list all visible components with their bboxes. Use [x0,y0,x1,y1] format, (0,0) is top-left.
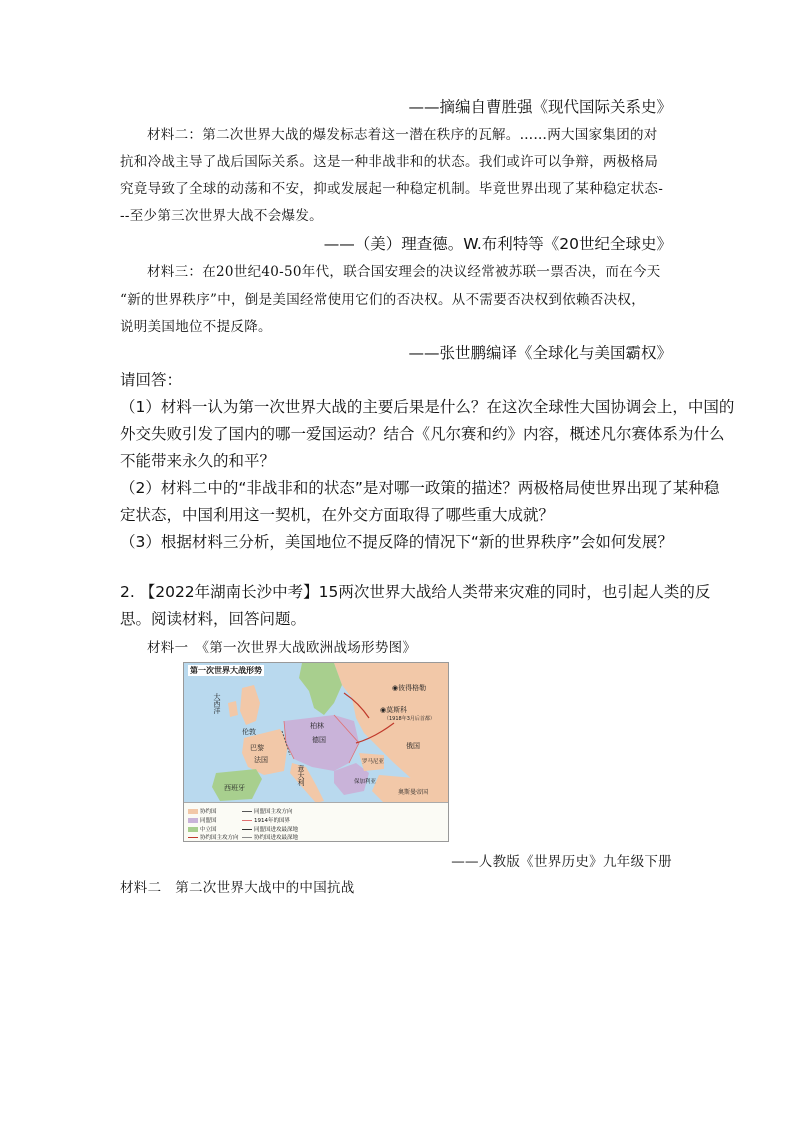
q2-line-1: 2. 【2022年湖南长沙中考】15两次世界大战给人类带来灾难的同时，也引起人类的反 [120,583,711,601]
wwi-europe-map [183,662,449,842]
map-label-london: 伦敦 [242,728,256,736]
question-line-5: 定状态，中国利用这一契机，在外交方面取得了哪些重大成就？ [120,506,555,524]
legend-entente-attack: 协约国主攻方向 [188,833,239,841]
q2-line-2: 思。阅读材料，回答问题。 [120,610,307,628]
legend-neutral: 中立国 [188,825,217,833]
question-line-3: 不能带来永久的和平？ [120,452,276,470]
material3-line-1: 材料三：在20世纪40-50年代，联合国安理会的决议经常被苏联一票否决，而在今天 [147,264,661,280]
map-label-spain: 西班牙 [224,784,245,792]
legend-central: 同盟国 [188,816,217,824]
material3-line-3: 说明美国地位不提反降。 [120,319,272,335]
answer-prompt: 请回答： [120,371,183,389]
legend-central-attack: 同盟国主攻方向 [242,807,293,815]
question-line-4: （2）材料二中的“非战非和的状态”是对哪一政策的描述？两极格局使世界出现了某种稳 [120,479,720,497]
map-label-germany: 德国 [312,736,326,744]
map-title: 第一次世界大战形势 [190,666,262,675]
legend-entente: 协约国 [188,807,217,815]
map-label-moscow-note: （1918年3月后首都） [384,716,435,722]
question-line-2: 外交失败引发了国内的哪一爱国运动？结合《凡尔赛和约》内容，概述凡尔赛体系为什么 [120,425,725,443]
material2-line-1: 材料二：第二次世界大战的爆发标志着这一潜在秩序的瓦解。……两大国家集团的对 [147,127,658,143]
map-label-moscow: ◉莫斯科 [380,706,408,714]
legend-1914-border: 1914年的国界 [242,816,290,824]
material2-line-2: 抗和冷战主导了战后国际关系。这是一种非战非和的状态。我们或许可以争辩，两极格局 [120,154,659,170]
map-label-romania: 罗马尼亚 [362,759,385,765]
map-label-france: 法国 [254,756,268,764]
map-label-italy: 意大利 [297,765,305,786]
question-line-6: （3）根据材料三分析，美国地位不提反降的情况下“新的世界秩序”会如何发展？ [120,533,673,551]
material2-line-4: --至少第三次世界大战不会爆发。 [120,208,323,224]
material3-line-2: “新的世界秩序”中，倒是美国经常使用它们的否决权。从不需要否决权到依赖否决权， [120,292,646,308]
material2-line-3: 究竟导致了全球的动荡和不安，抑或发展起一种稳定机制。毕竟世界出现了某种稳定状态- [120,181,664,197]
q2-material2-caption: 材料二 第二次世界大战中的中国抗战 [120,880,355,896]
map-legend [184,802,448,841]
map-label-ottoman: 奥斯曼帝国 [398,789,429,796]
map-label-bulgaria: 保加利亚 [354,779,377,785]
q2-material1-caption: 材料一 《第一次世界大战欧洲战场形势图》 [147,640,417,656]
map-label-berlin: 柏林 [310,722,324,730]
legend-entente-deepest: 协约国进攻最深地 [242,833,298,841]
map-source-citation: ——人教版《世界历史》九年级下册 [451,854,672,870]
question-line-1: （1）材料一认为第一次世界大战的主要后果是什么？在这次全球性大国协调会上，中国的 [120,398,735,416]
map-label-atlantic: 大西洋 [213,693,221,714]
map-label-petrograd: ◉彼得格勒 [392,684,427,692]
map-label-paris: 巴黎 [250,744,264,752]
legend-central-deepest: 同盟国进攻最深地 [242,825,298,833]
source-citation-2: ——（美）理查德。W.布利特等《20世纪全球史》 [323,235,672,253]
source-citation-1: ——摘编自曹胜强《现代国际关系史》 [408,98,672,116]
map-label-russia: 俄国 [406,742,420,750]
source-citation-3: ——张世鹏编译《全球化与美国霸权》 [408,344,672,362]
